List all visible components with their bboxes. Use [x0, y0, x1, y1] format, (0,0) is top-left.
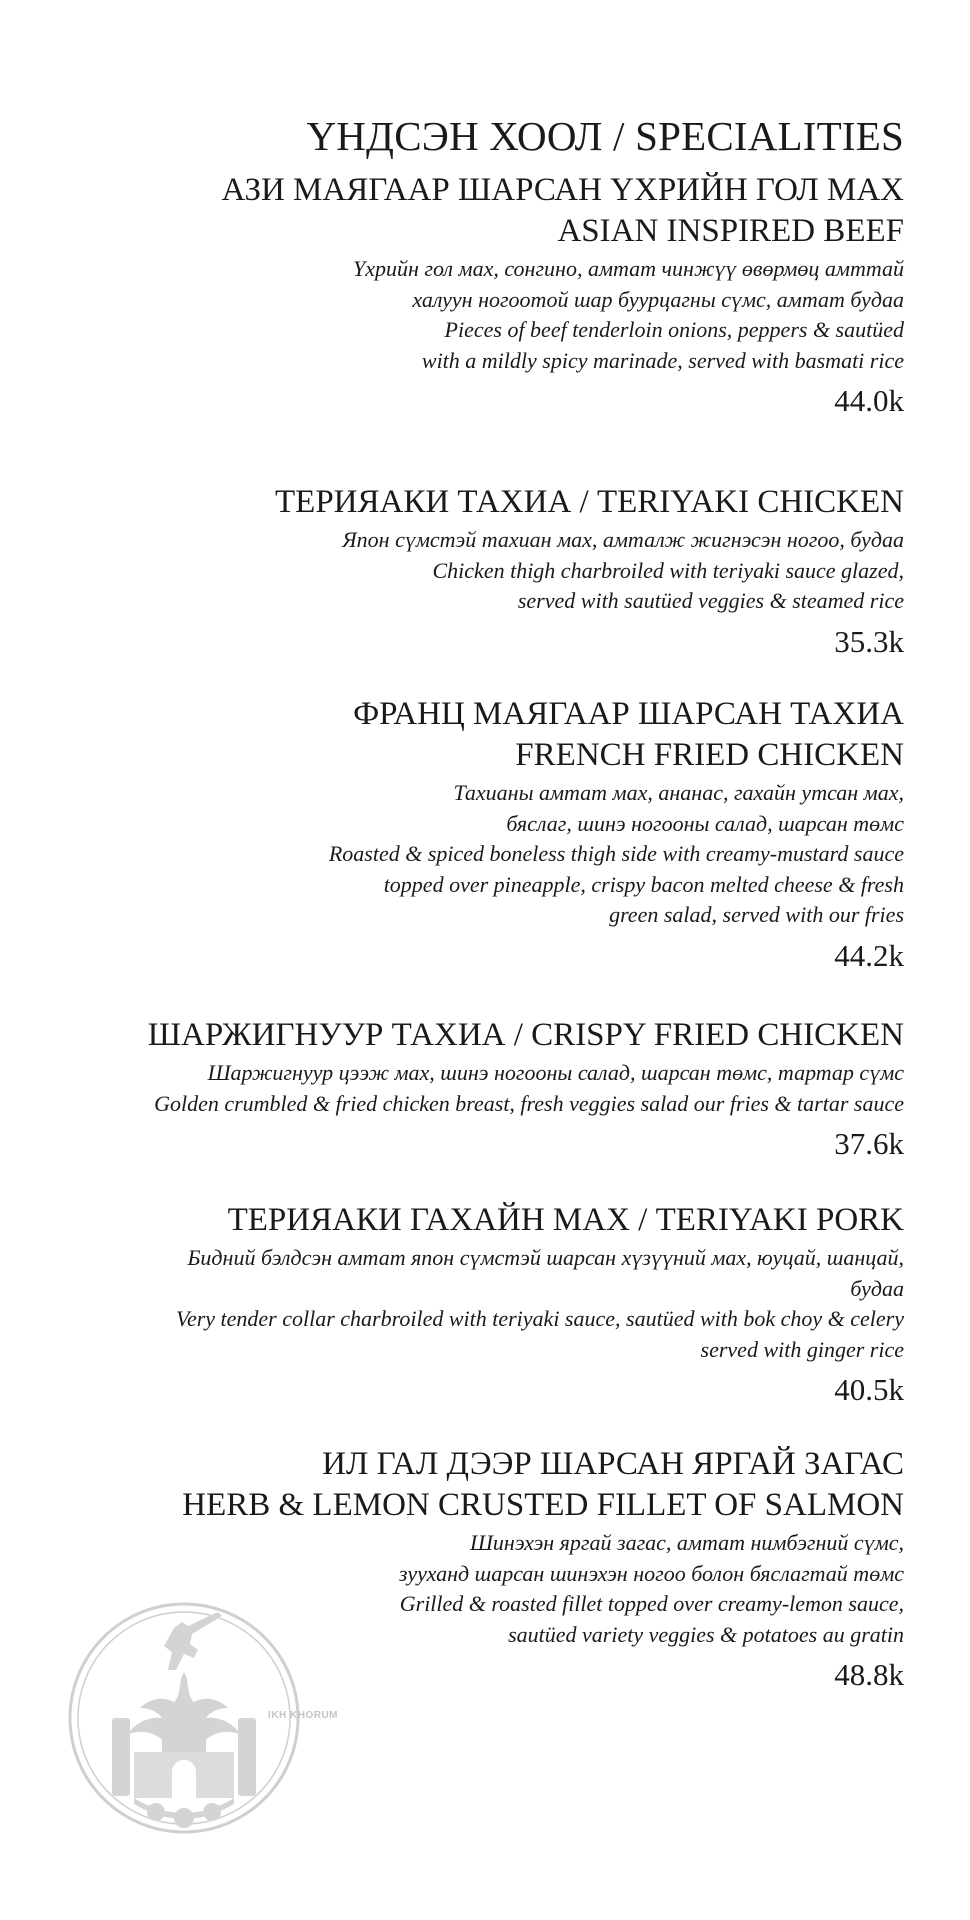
item-name: ТЕРИЯАКИ ГАХАЙН МАХ / TERIYAKI PORK	[227, 1202, 904, 1238]
item-description: Бидний бэлдсэн амтат япон сүмстэй шарсан хүзүүний мах, юуцай, шанцай, будаа Very tender collar charbroiled with teriyaki sauce, sautüed with bok choy & celery served with ginger rice	[175, 1245, 904, 1362]
item-name: ШАРЖИГНУУР ТАХИА / CRISPY FRIED CHICKEN	[147, 1017, 904, 1053]
item-name: ФРАНЦ МАЯГААР ШАРСАН ТАХИА FRENCH FRIED CHICKEN	[353, 696, 904, 773]
item-description: Шаржигнуур цээж мах, шинэ ногооны салад, шарсан төмс, тартар сүмс Golden crumbled & fried chicken breast, fresh veggies salad our fries & tartar sauce	[154, 1060, 904, 1116]
item-description: Үхрийн гол мах, сонгино, амтат чинжүү өвөрмөц амттай халуун ногоотой шар буурцагны сүмс, амтат будаа Pieces of beef tenderloin onions, peppers & sautüed with a mildly spicy marinade, served with basmati rice	[352, 256, 904, 373]
item-name: ИЛ ГАЛ ДЭЭР ШАРСАН ЯРГАЙ ЗАГАС HERB & LEMON CRUSTED FILLET OF SALMON	[182, 1446, 904, 1523]
item-description: Япон сүмстэй тахиан мах, амталж жигнэсэн ногоо, будаа Chicken thigh charbroiled with teriyaki sauce glazed, served with sautüed veggies & steamed rice	[342, 527, 904, 613]
item-price: 44.0k	[834, 383, 904, 418]
menu-item	[24, 1015, 904, 1163]
item-price: 44.2k	[834, 937, 904, 973]
item-price: 48.8k	[834, 1657, 904, 1692]
item-description: Тахианы амтат мах, ананас, гахайн утсан мах, бяслаг, шинэ ногооны салад, шарсан төмс Roasted & spiced boneless thigh side with creamy-mustard sauce topped over pineapple, crispy bacon melted cheese & fresh green salad, served with our fries	[328, 780, 904, 927]
item-price: 40.5k	[834, 1372, 904, 1407]
item-price: 35.3k	[834, 623, 904, 659]
item-name: ТЕРИЯАКИ ТАХИА / TERIYAKI CHICKEN	[275, 484, 904, 520]
menu-item	[24, 482, 904, 661]
logo-text: IKH KHORUM	[268, 1710, 338, 1721]
menu-item	[24, 170, 904, 420]
menu-page	[24, 112, 904, 1692]
item-name: АЗИ МАЯГААР ШАРСАН ҮХРИЙН ГОЛ МАХ ASIAN INSPIRED BEEF	[221, 172, 904, 249]
item-description: Шинэхэн яргай загас, амтат нимбэгний сүмс, зууханд шарсан шинэхэн ногоо болон бяслагтай төмс Grilled & roasted fillet topped over creamy-lemon sauce, sautüed variety veggies & potatoes au gratin	[398, 1530, 904, 1647]
menu-item	[24, 1200, 904, 1409]
item-price: 37.6k	[834, 1126, 904, 1161]
section-title: ҮНДСЭН ХООЛ / SPECIALITIES	[306, 113, 904, 159]
menu-item	[24, 694, 904, 975]
